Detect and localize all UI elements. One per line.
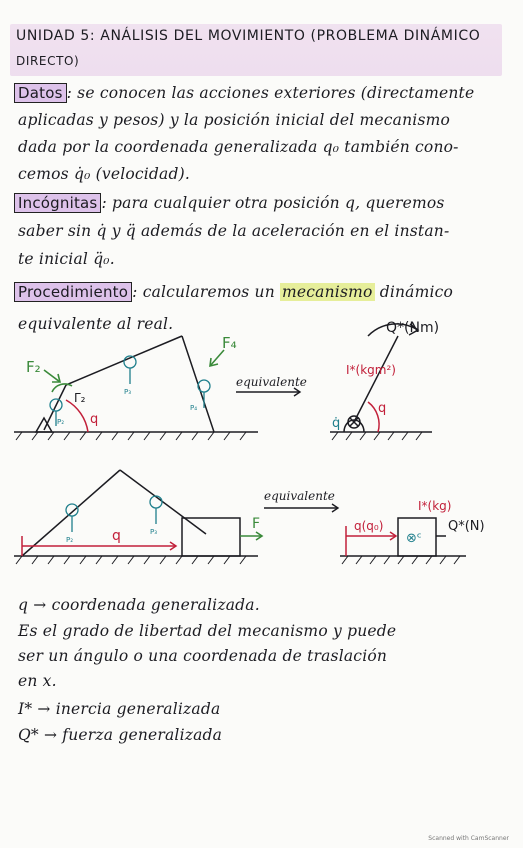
note-4: en x. — [18, 672, 57, 690]
diagram1-q-left: q̇ — [332, 416, 341, 431]
title-line-2: DIRECTO) — [16, 54, 80, 68]
diagram2-q0: q(q₀) — [354, 519, 384, 533]
incognitas-label: Incógnitas — [14, 193, 101, 213]
note-3: ser un ángulo o una coordenada de traslación — [18, 647, 388, 665]
diagram2-p3: P₃ — [150, 528, 158, 536]
procedimiento-text-c: dinámico — [379, 283, 454, 301]
diagram1-q-star: Q*(Nm) — [386, 320, 440, 336]
incognitas-text-1: : para cualquier otra posición q, queremos — [101, 194, 445, 212]
procedimiento-line-2: equivalente al real. — [18, 315, 174, 333]
diagram2-q-star: Q*(N) — [448, 519, 485, 534]
scanner-watermark: Scanned with CamScanner — [428, 835, 509, 842]
note-6: Q* → fuerza generalizada — [18, 726, 223, 744]
diagram1-p2: P₂ — [57, 418, 65, 426]
procedimiento-label: Procedimiento — [14, 282, 132, 302]
diagram2-weights — [66, 496, 162, 532]
diagram1-i-star: I*(kgm²) — [346, 363, 396, 377]
diagram2-i-star: I*(kg) — [418, 499, 452, 513]
diagram1-f2: F₂ — [26, 358, 41, 376]
diagram2-p2: P₂ — [66, 536, 74, 544]
incognitas-line-2: saber sin q̇ y q̈ además de la aceleración en el instan- — [18, 222, 450, 240]
note-5: I* → inercia generalizada — [18, 700, 221, 718]
diagram2-f: F — [252, 516, 261, 532]
procedimiento-highlight-word: mecanismo — [282, 283, 373, 301]
note-1: q → coordenada generalizada. — [18, 596, 260, 614]
diagram1-p3: P₃ — [124, 388, 132, 396]
title-line-1: UNIDAD 5: ANÁLISIS DEL MOVIMIENTO (PROBLEMA DINÁMICO — [16, 28, 481, 44]
diagram1-p4: P₄ — [190, 404, 198, 412]
datos-text-1: : se conocen las acciones exteriores (directamente — [66, 84, 475, 102]
note-2: Es el grado de libertad del mecanismo y puede — [18, 622, 397, 640]
datos-line-2: aplicadas y pesos) y la posición inicial del mecanismo — [18, 111, 451, 129]
diagram1-equivalente: equivalente — [236, 375, 307, 389]
diagram1-q-label: q — [90, 412, 99, 427]
datos-line-4: cemos q̇₀ (velocidad). — [18, 165, 190, 183]
diagram2-q-label: q — [112, 528, 121, 544]
diagram2-block: ⊗ᶜ — [406, 531, 422, 546]
procedimiento-text-a: : calcularemos un — [132, 283, 275, 301]
diagram1-equiv-q: q — [378, 401, 387, 416]
diagram1-t2: Γ₂ — [74, 391, 86, 405]
incognitas-line-3: te inicial q̈₀. — [18, 250, 115, 268]
diagram1-equivalent-system — [330, 324, 432, 440]
diagram2-mechanism — [14, 470, 261, 564]
diagram1-f4: F₄ — [222, 334, 237, 352]
diagram2-equivalente: equivalente — [264, 489, 335, 503]
datos-line-3: dada por la coordenada generalizada q₀ también cono- — [18, 138, 459, 156]
datos-label: Datos — [14, 83, 67, 103]
